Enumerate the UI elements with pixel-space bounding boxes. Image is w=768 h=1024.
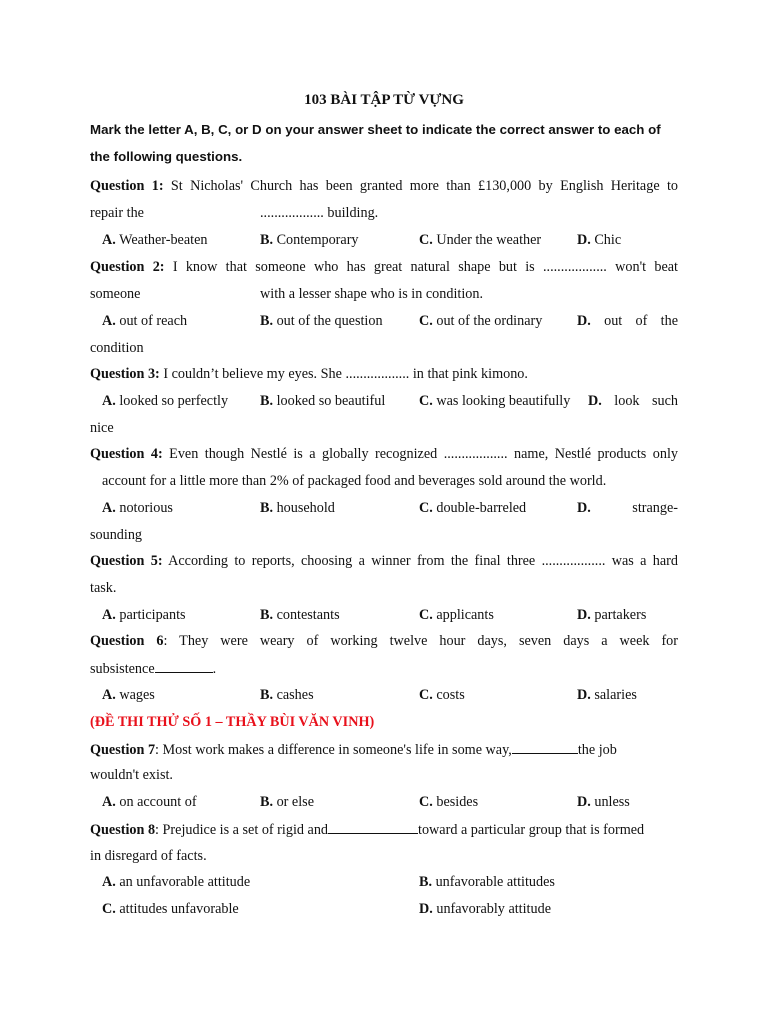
question-5-line-1: Question 5: According to reports, choosing a winner from the final three .................. was a hard — [90, 553, 679, 569]
question-8-option-c[interactable]: C. attitudes unfavorable — [102, 901, 239, 917]
question-4-line-2: account for a little more than 2% of packaged food and beverages sold around the world. — [102, 473, 607, 489]
instructions: Mark the letter A, B, C, or D on your answer sheet to indicate the correct answer to each of the following questions. — [90, 122, 661, 164]
question-6-option-d[interactable]: D. salaries — [577, 687, 637, 703]
question-2-label: Question 2: — [90, 259, 165, 275]
question-1-label: Question 1: — [90, 178, 164, 194]
question-2-option-c[interactable]: C. out of the ordinary — [419, 313, 543, 329]
question-1-line-1: Question 1: St Nicholas' Church has been granted more than £130,000 by English Heritage to — [90, 178, 678, 194]
question-4-option-c[interactable]: C. double-barreled — [419, 500, 527, 516]
question-5-option-b[interactable]: B. contestants — [260, 607, 340, 623]
question-2-line-1: Question 2: I know that someone who has great natural shape but is .................. won't beat — [90, 259, 678, 275]
question-1-option-c[interactable]: C. Under the weather — [419, 232, 542, 248]
question-4-option-d[interactable]: D. strange- — [577, 500, 678, 516]
question-4-continuation: sounding — [90, 527, 143, 543]
question-3-line-1: Question 3: I couldn’t believe my eyes. She .................. in that pink kimono. — [90, 366, 528, 382]
question-7-line-1: Question 7: Most work makes a difference in someone's life in some way, the job — [90, 739, 678, 760]
question-5-option-c[interactable]: C. applicants — [419, 607, 494, 623]
question-8-line-1: Question 8: Prejudice is a set of rigid and toward a particular group that is formed — [90, 819, 678, 840]
question-1-option-d[interactable]: D. Chic — [577, 232, 622, 248]
document-title: 103 BÀI TẬP TỪ VỰNG — [304, 92, 464, 108]
question-5-label: Question 5: — [90, 553, 163, 569]
question-4-option-a[interactable]: A. notorious — [102, 500, 173, 516]
question-7-option-b[interactable]: B. or else — [260, 794, 314, 810]
question-7-option-a[interactable]: A. on account of — [102, 794, 197, 810]
question-3-option-b[interactable]: B. looked so beautiful — [260, 393, 386, 409]
question-6-line-2: subsistence . — [90, 658, 678, 679]
question-2-option-b[interactable]: B. out of the question — [260, 313, 383, 329]
answer-blank — [155, 658, 213, 673]
answer-blank — [328, 819, 418, 834]
question-2-option-d[interactable]: D. out of the — [577, 313, 679, 329]
question-1-option-b[interactable]: B. Contemporary — [260, 232, 359, 248]
question-4-option-b[interactable]: B. household — [260, 500, 335, 516]
question-2-continuation: condition — [90, 340, 144, 356]
question-6-label: Question 6 — [90, 633, 164, 649]
question-8-option-b[interactable]: B. unfavorable attitudes — [419, 874, 555, 890]
question-7-option-c[interactable]: C. besides — [419, 794, 479, 810]
question-8-line-2: in disregard of facts. — [90, 848, 207, 864]
answer-blank — [512, 739, 578, 754]
question-7-option-d[interactable]: D. unless — [577, 794, 630, 810]
question-3-label: Question 3: — [90, 366, 160, 382]
question-3-option-d[interactable]: D. look such — [588, 393, 678, 409]
question-2-line-2: someone with a lesser shape who is in condition. — [90, 286, 484, 302]
question-1-option-a[interactable]: A. Weather-beaten — [102, 232, 208, 248]
question-2-option-a[interactable]: A. out of reach — [102, 313, 188, 329]
question-3-option-a[interactable]: A. looked so perfectly — [102, 393, 229, 409]
question-8-label: Question 8 — [90, 822, 156, 838]
question-5-option-a[interactable]: A. participants — [102, 607, 186, 623]
question-6-option-a[interactable]: A. wages — [102, 687, 155, 703]
section-heading: (ĐỀ THI THỬ SỐ 1 – THẦY BÙI VĂN VINH) — [90, 714, 375, 730]
question-3-continuation: nice — [90, 420, 114, 436]
question-3-option-c[interactable]: C. was looking beautifully — [419, 393, 571, 409]
question-6-line-1: Question 6: They were weary of working twelve hour days, seven days a week for — [90, 633, 678, 649]
question-1-line-2: repair the .................. building. — [90, 205, 379, 221]
question-8-option-a[interactable]: A. an unfavorable attitude — [102, 874, 251, 890]
question-7-line-2: wouldn't exist. — [90, 767, 173, 783]
question-5-option-d[interactable]: D. partakers — [577, 607, 647, 623]
question-7-label: Question 7 — [90, 742, 156, 758]
question-6-option-b[interactable]: B. cashes — [260, 687, 314, 703]
question-5-line-2: task. — [90, 580, 117, 596]
question-6-option-c[interactable]: C. costs — [419, 687, 465, 703]
question-8-option-d[interactable]: D. unfavorably attitude — [419, 901, 551, 917]
question-4-label: Question 4: — [90, 446, 163, 462]
question-4-line-1: Question 4: Even though Nestlé is a globally recognized .................. name, Nestlé products only — [90, 446, 679, 462]
